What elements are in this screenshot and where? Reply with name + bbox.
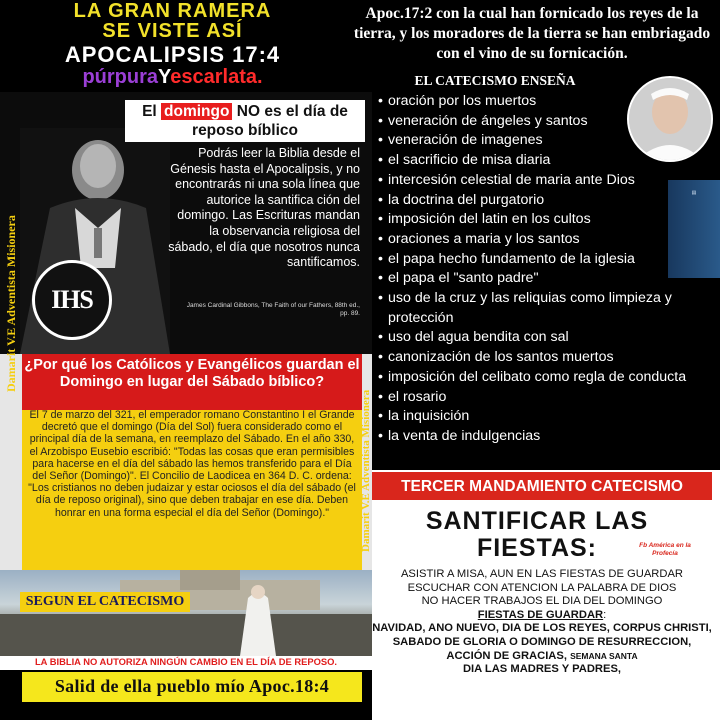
salid-text: Salid de ella pueblo mío Apoc.18:4 [54,676,330,696]
list-item: • canonización de los santos muertos [378,349,614,366]
fb-credit: Fb América en la Profecía [639,542,691,557]
left-panel [0,92,372,670]
list-item: • intercesión celestial de maria ante Dios [378,171,635,188]
cardinal-quote-panel [0,92,372,354]
bottom-note-text: LA BIBLIA NO AUTORIZA NINGÚN CAMBIO EN EL DÍA DE REPOSO. [34,656,338,667]
santificar-title: SANTIFICAR LAS FIESTAS: [425,507,649,562]
list-item: • el rosario [378,388,447,405]
commandment-line-3: NO HACER TRABAJOS EL DIA DEL DOMINGO [421,595,663,608]
commandment-panel [372,470,720,720]
commandment-line-1: ASISTIR A MISA, AUN EN LAS FIESTAS DE GUARDAR [400,568,684,580]
y-word: Y [158,66,171,88]
title-line-1: LA GRAN RAMERA [73,0,272,22]
list-item: • uso de la cruz y las reliquias como limpieza y protección [378,290,672,326]
list-item: • oraciones a maria y los santos [378,230,580,247]
list-item: • oración por los muertos [378,93,537,109]
watermark-label-2: Damarit V.E Adventista Misionera [360,389,372,552]
vatican-photo-drawing [0,570,372,656]
catecismo-heading: EL CATECISMO ENSEÑA [414,73,576,88]
question-text: ¿Por qué los Católicos y Evangélicos guardan el Domingo en lugar del Sábado bíblico? [24,357,360,390]
watermark-label-1: Damarit V.E Adventista Misionera [4,215,18,392]
question-banner [22,354,362,410]
quote-citation: James Cardinal Gibbons, The Faith of our Fathers, 88th ed., pp. 89. [186,302,360,317]
doctrine-list [378,92,708,447]
list-item: • la venta de indulgencias [378,427,541,444]
ihs-emblem [32,260,112,340]
commandment-lines [372,568,712,677]
bottom-note [0,656,372,670]
title-line-4 [0,66,345,89]
list-item: • veneración de ángeles y santos [378,112,588,129]
header-post: NO es el día de reposo bíblico [192,103,348,139]
vatican-photo-image [0,570,372,656]
doctrine-list-panel [372,92,720,470]
title-line-3: APOCALIPSIS 17:4 [64,42,281,67]
gibbons-quote: Podrás leer la Biblia desde el Génesis hasta el Apocalipsis, y no encontrarás ni una sola línea que autorice la santifica ción del domingo. Las Escrituras mandan la observancia religiosa del sábado, el día que nosotros nunca santificamos. [168,146,360,270]
list-item: • el sacrificio de misa diaria [378,152,551,169]
salid-banner [22,672,362,702]
title-block [0,0,345,92]
semana-santa: SEMANA SANTA [570,650,638,661]
fiestas-list: NAVIDAD, ANO NUEVO, DIA DE LOS REYES, CORPUS CHRISTI, SABADO DE GLORIA O DOMINGO DE RESURRECCION, ACCIÓN DE GRACIAS, SEMANA SANTA [372,622,712,662]
commandment-header [372,472,712,500]
purpura-word: púrpura [82,66,158,88]
list-item: • el papa hecho fundamento de la iglesia [378,250,635,267]
verse-text: Apoc.17:2 con la cual han fornicado los reyes de la tierra, y los moradores de la tierra se han embriagado con el vino de su fornicación. [353,5,711,62]
list-item: • la doctrina del purgatorio [378,191,545,208]
segun-catecismo-label [20,592,190,612]
domingo-highlight: domingo [161,103,232,120]
history-panel [22,410,362,570]
list-item: • veneración de imagenes [378,132,543,149]
bottom-strip [0,702,372,720]
book-cover-text: ▤ [691,190,697,196]
title-line-2: SE VISTE ASÍ [102,20,243,42]
list-item: • imposición del celibato como regla de conducta [378,368,687,385]
segun-text: SEGUN EL CATECISMO [25,594,185,609]
domingo-header [125,100,365,142]
commandment-header-text: TERCER MANDAMIENTO CATECISMO [401,478,683,495]
commandment-line-2: ESCUCHAR CON ATENCION LA PALABRA DE DIOS [407,581,677,594]
list-item: • uso del agua bendita con sal [378,329,569,346]
fiestas-heading: FIESTAS DE GUARDAR: [477,608,607,621]
history-text: El 7 de marzo del 321, el emperador romano Constantino I el Grande decretó que el domingo (Día del Sol) fuera considerado como el principal día de la semana, en reemplazo del Sábado. En el año 330, el Arzobispo Eusebio escribió: "Todas las cosas que eran permisibles para hacerse en el día del sábado las hemos transferido para el Día del Señor (Domingo)". El Concilio de Laodicea en 364 D. C. ordena: "Los cristianos no deben judaizar y estar ociosos el día del sábado (el día de reposo original), sino que deben trabajar en ese día. Deben honrar en una forma especial el día del Señor (Domingo)." [28,409,356,519]
escarlata-word: escarlata. [170,66,263,88]
list-item: • el papa el "santo padre" [378,270,539,287]
list-item: • la inquisición [378,408,470,425]
ihs-text: IHS [51,285,93,314]
fiestas-last: DIA LAS MADRES Y PADRES, [462,663,622,676]
list-item: • imposición del latin en los cultos [378,211,591,228]
header-pre: El [142,103,157,120]
